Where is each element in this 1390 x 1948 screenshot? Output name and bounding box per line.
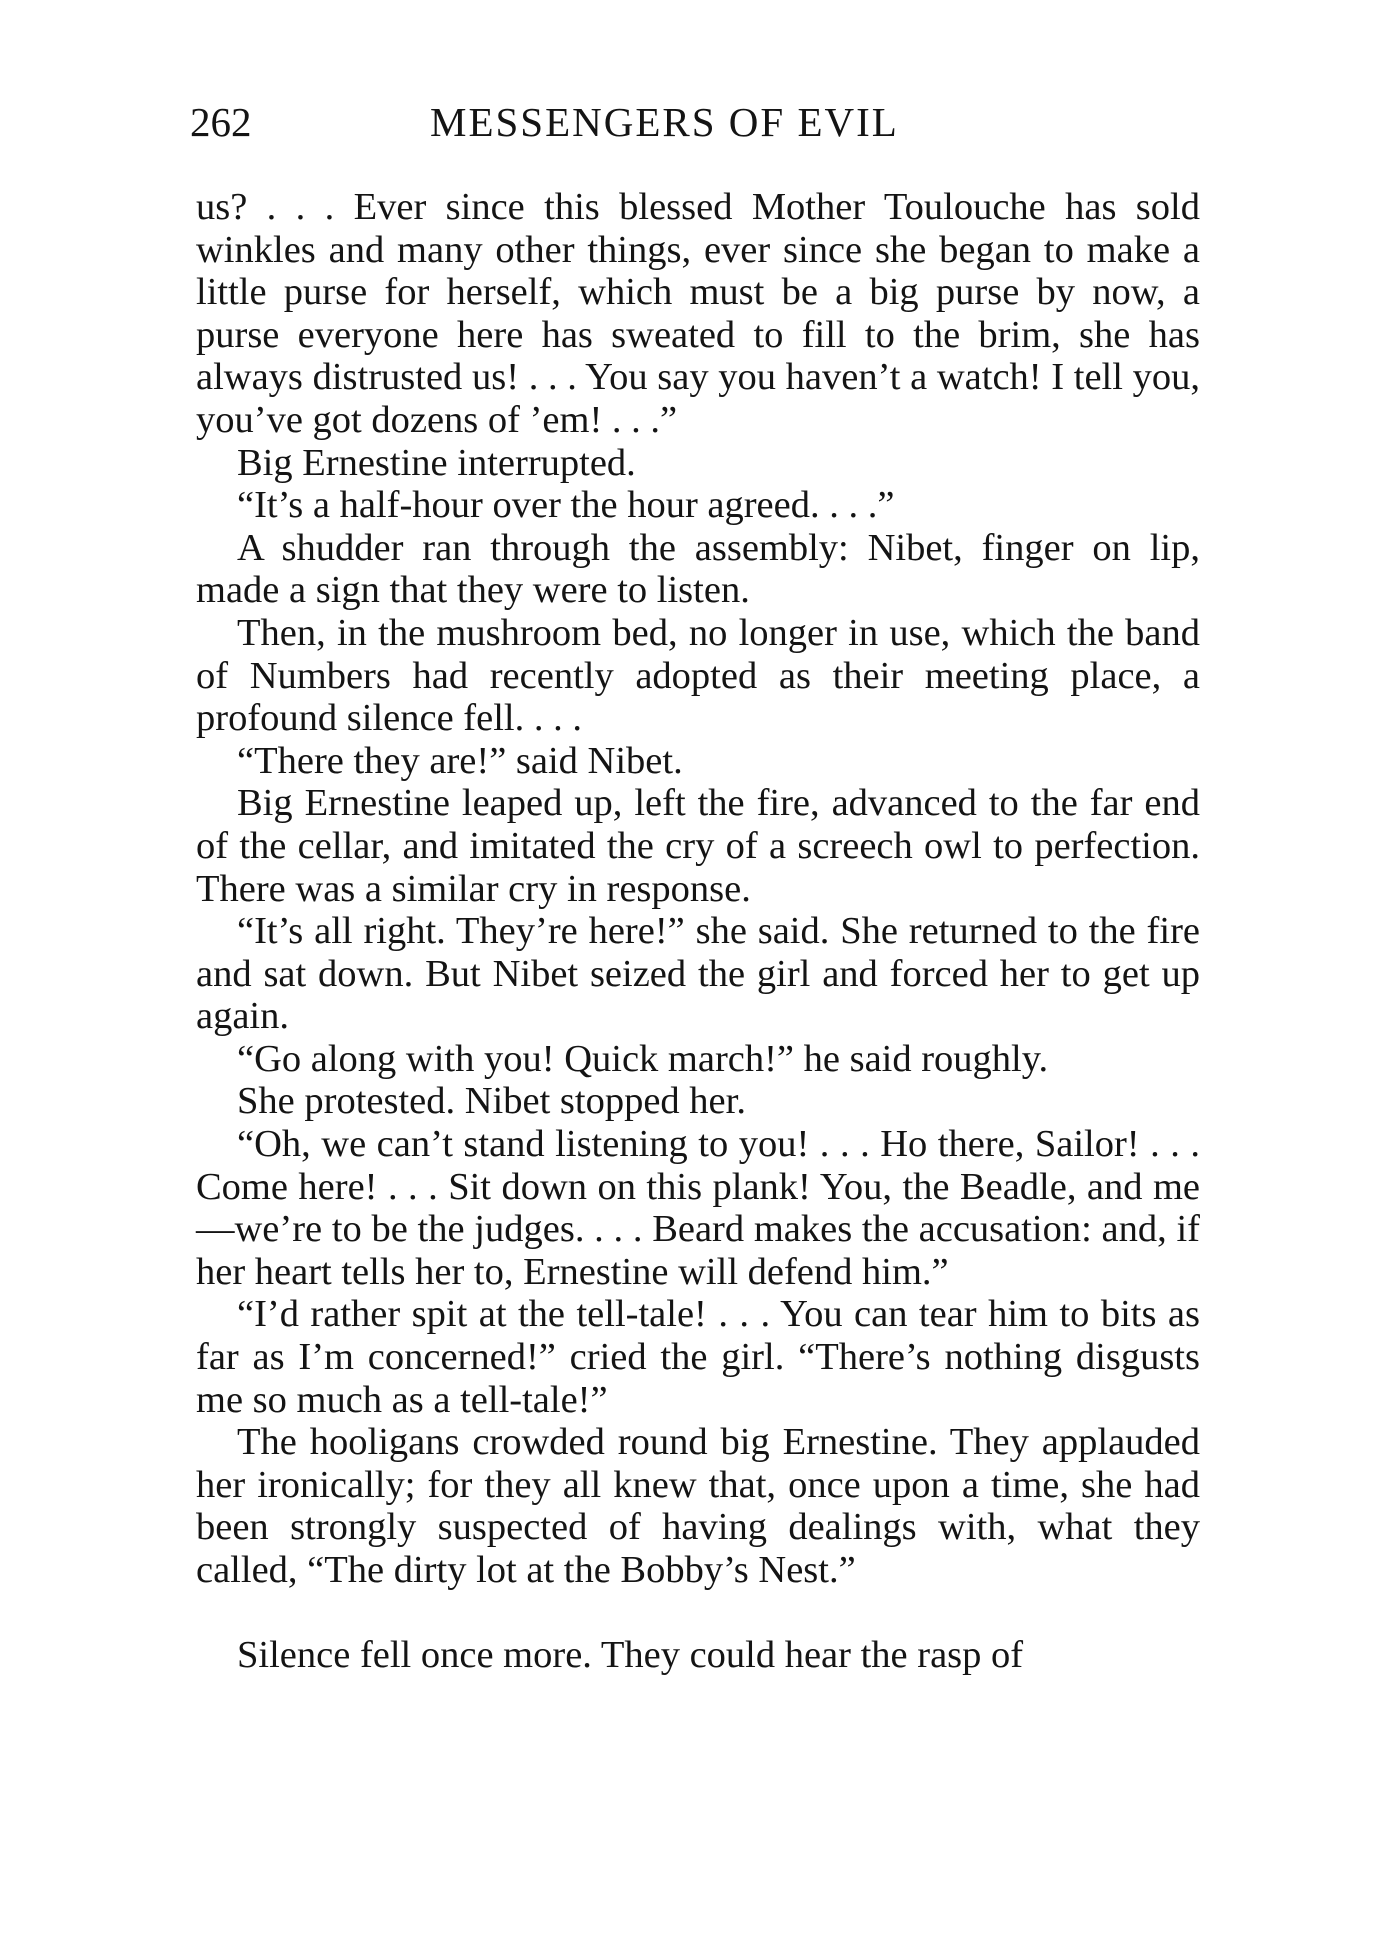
paragraph: Then, in the mushroom bed, no longer in use, which the band of Numbers had recently adopted as their meeting place, a profound silence fell. . . .	[196, 611, 1200, 740]
paragraph: “It’s all right. They’re here!” she said. She returned to the fire and sat down. But Nibet seized the girl and forced her to get up again.	[196, 910, 1200, 1038]
paragraph: Big Ernestine interrupted.	[237, 441, 636, 484]
paragraph: A shudder ran through the assembly: Nibet, finger on lip, made a sign that they were to listen.	[196, 526, 1200, 612]
paragraph: “I’d rather spit at the tell-tale! . . . You can tear him to bits as far as I’m concerned!” cried the girl. “There’s nothing disgusts me so much as a tell-tale!”	[196, 1293, 1200, 1421]
paragraph: us? . . . Ever since this blessed Mother Toulouche has sold winkles and many other things, ever since she began to make a little purse for herself, which must be a big purse by now, a purse everyone here has sweated to fill to the brim, she has always distrusted us! . . . You say you haven’t a watch! I tell you, you’ve got dozens of ’em! . . .”	[196, 186, 1200, 441]
paragraph: “It’s a half-hour over the hour agreed. . . .”	[237, 484, 895, 527]
paragraph: The hooligans crowded round big Ernestine. They applauded her ironically; for they all knew that, once upon a time, she had been strongly suspected of having dealings with, what they called, “The dirty lot at the Bobby’s Nest.”	[196, 1421, 1200, 1591]
running-head: MESSENGERS OF EVIL	[430, 99, 899, 145]
paragraph: “Oh, we can’t stand listening to you! . . . Ho there, Sailor! . . . Come here! . . . Sit down on this plank! You, the Beadle, and me—we’re to be the judges. . . . Beard makes the accusation: and, if her heart tells her to, Ernestine will defend him.”	[196, 1123, 1200, 1293]
paragraph: Silence fell once more. They could hear the rasp of	[237, 1633, 1024, 1676]
paragraph: She protested. Nibet stopped her.	[237, 1080, 746, 1123]
paragraph: “There they are!” said Nibet.	[237, 739, 683, 782]
paragraph: Big Ernestine leaped up, left the fire, advanced to the far end of the cellar, and imitated the cry of a screech owl to perfection. There was a similar cry in response.	[196, 782, 1200, 910]
page-number: 262	[190, 99, 252, 145]
page-header	[190, 92, 1210, 152]
body-text	[196, 186, 1200, 1676]
paragraph: “Go along with you! Quick march!” he said roughly.	[237, 1037, 1049, 1080]
